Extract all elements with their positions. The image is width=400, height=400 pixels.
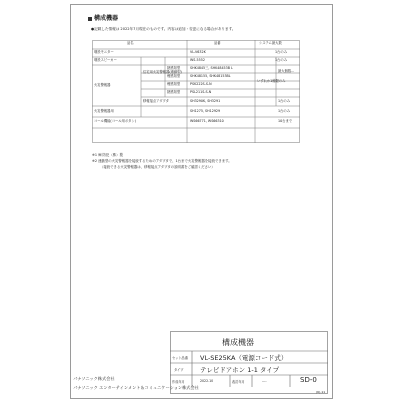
row-alarm-name: 火災警報器 [94,83,111,87]
row-fire-max: 1台のみ [278,109,290,113]
row-alarm-sub: 住宅用火災警報器(連動型) [143,70,182,74]
footnote-2: ※2 連動型の火災警報器を接続するためのアダプタで、1台まで火災警報器を接続できます。 [92,159,232,163]
header-code: 品番 [214,41,221,45]
footnotes [92,152,232,170]
document-code: SD-0 [300,376,317,384]
header-max: システム最大数 [259,41,282,45]
header-name: 品名 [127,41,134,45]
row-monitor-name: 増設モニター [94,50,114,54]
row-speaker-name: 増設スピーカー [94,58,117,62]
row-fire-code: SH1275, SH12929 [190,109,221,113]
row-alarm-codes-3: PSK222S-S-N [190,82,212,86]
row-adapter-name: 移報接点アダプタ [143,99,169,103]
company-name-2: パナソニック エンターテインメント＆コミュニケーション株式会社 [73,385,199,390]
row-alarm-codes-2: SHK48155, SHK48153BL [190,74,231,78]
row-alarm-type-2: 煙感知型 [167,74,181,78]
row-monitor-code: VL-V632K [190,50,206,54]
row-adapter-codes: SH3290K, SH3291 [190,99,221,103]
row-call-name: コール機能(コール用ボタン) [94,119,137,123]
row-fire-name: 火災警報器用 [94,109,114,113]
revision-value: ---- [262,379,267,383]
row-call-max: 10台まで [278,119,293,123]
row-alarm-codes-4: PSL211S-S-N [190,90,212,94]
type-value: テレビドアホン 1-1 タイプ [200,366,280,374]
bullet-square-icon [88,17,92,21]
row-monitor-max: 1台のみ [275,50,287,54]
page-code: (6)-11 [316,390,326,394]
row-alarm-type-1: 熱感知型 [167,66,181,70]
note-text: ●記載した情報は 2022年7月現在のものです。内容は追加・変更になる場合があります。 [91,27,236,31]
row-call-code: WS66771, WS66310 [190,119,224,123]
row-alarm-type-3: 煙感知型 [167,82,181,86]
company-name-1: パナソニック株式会社 [73,376,115,381]
type-label: タイプ [174,368,184,372]
set-label: セット品番 [172,356,188,360]
components-table [92,40,300,143]
section-title: 構成機器 [88,13,118,22]
revision-label: 改訂年月 [232,380,245,384]
title-block-heading: 構成機器 [222,338,254,347]
date-label: 作成年月 [172,380,185,384]
row-speaker-code: WS-5552 [190,58,205,62]
row-adapter-max: 1台のみ [278,99,290,103]
footnote-3: （接続できる火災警報器は、移報接点アダプタの説明書をご確認ください） [100,165,215,169]
set-value: VL-SE25KA（電源コード式） [200,354,288,362]
row-speaker-max: 1台のみ [275,58,287,62]
row-alarm-max: 最大個数... [278,69,295,73]
row-alarm-type-4: 熱感知型 [167,90,181,94]
footnote-1: ※1 ㈱ 防犯（株）製 [92,153,123,157]
side-note: いずれか1種類のみ [257,79,286,83]
date-value: 2022.10 [200,379,214,383]
row-alarm-codes-1: SHK4845三, SHK48453B L [190,66,233,70]
